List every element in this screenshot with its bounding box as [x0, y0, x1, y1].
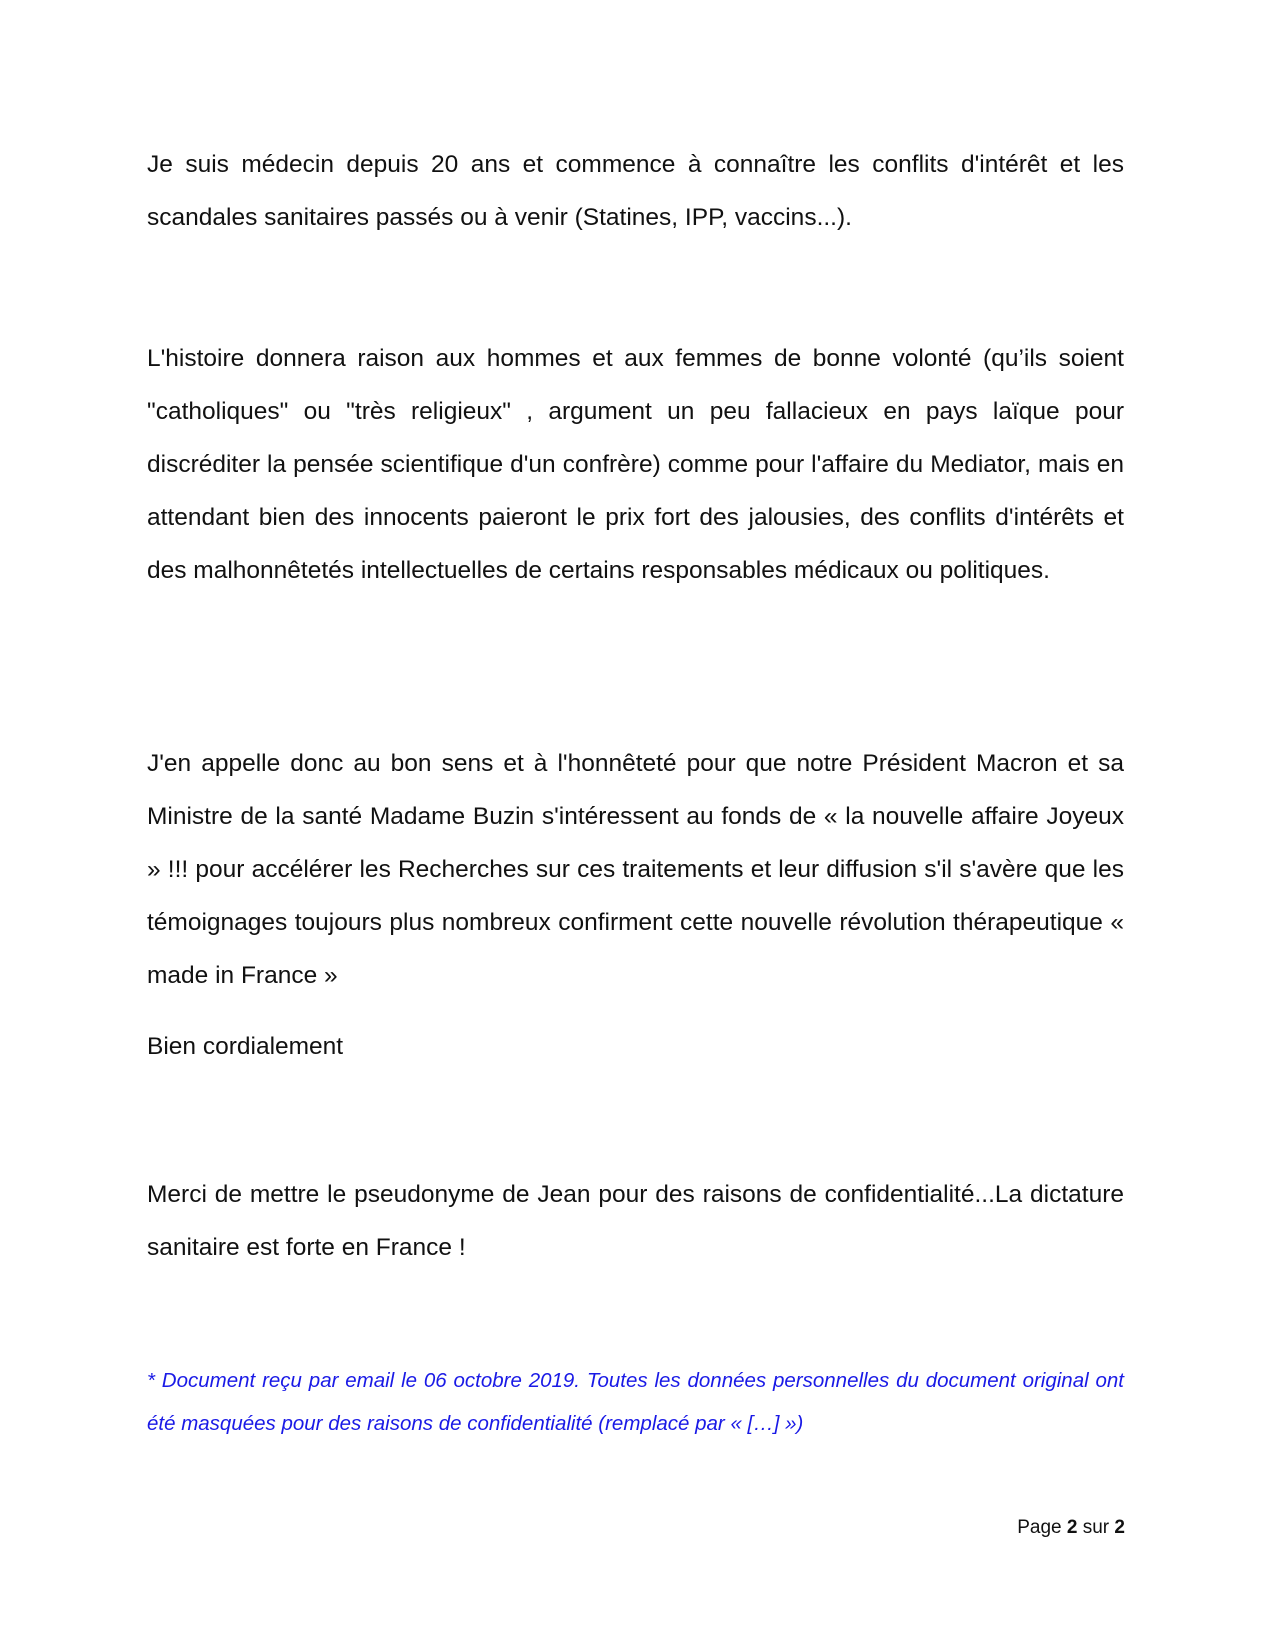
paragraph-history: L'histoire donnera raison aux hommes et aux femmes de bonne volonté (qu’ils soient "catholiques" ou "très religieux" , argument un peu fallacieux en pays laïque pour discréditer la pensée scientifique d'un confrère) comme pour l'affaire du Mediator, mais en attendant bien des innocents paieront le prix fort des jalousies, des conflits d'intérêts et des malhonnêtetés intellectuelles de certains responsables médicaux ou politiques.	[147, 345, 1124, 584]
page-current: 2	[1066, 1517, 1078, 1538]
paragraph-pseudonym-request: Merci de mettre le pseudonyme de Jean pour des raisons de confidentialité...La dictature sanitaire est forte en France !	[147, 1181, 1124, 1261]
closing-salutation: Bien cordialement	[147, 1033, 344, 1060]
editor-note: * Document reçu par email le 06 octobre 2019. Toutes les données personnelles du document original ont été masquées pour des raisons de confidentialité (remplacé par « […] »)	[147, 1369, 1124, 1435]
paragraph-intro: Je suis médecin depuis 20 ans et commence à connaître les conflits d'intérêt et les scandales sanitaires passés ou à venir (Statines, IPP, vaccins...).	[147, 151, 1124, 231]
page-label: Page	[1017, 1517, 1062, 1538]
paragraph-appeal: J'en appelle donc au bon sens et à l'honnêteté pour que notre Président Macron et sa Ministre de la santé Madame Buzin s'intéressent au fonds de « la nouvelle affaire Joyeux » !!! pour accélérer les Recherches sur ces traitements et leur diffusion s'il s'avère que les témoignages toujours plus nombreux confirment cette nouvelle révolution thérapeutique « made in France »	[147, 750, 1124, 989]
page-total: 2	[1114, 1517, 1125, 1538]
of-label: sur	[1082, 1517, 1110, 1538]
page-number	[1017, 1516, 1125, 1540]
